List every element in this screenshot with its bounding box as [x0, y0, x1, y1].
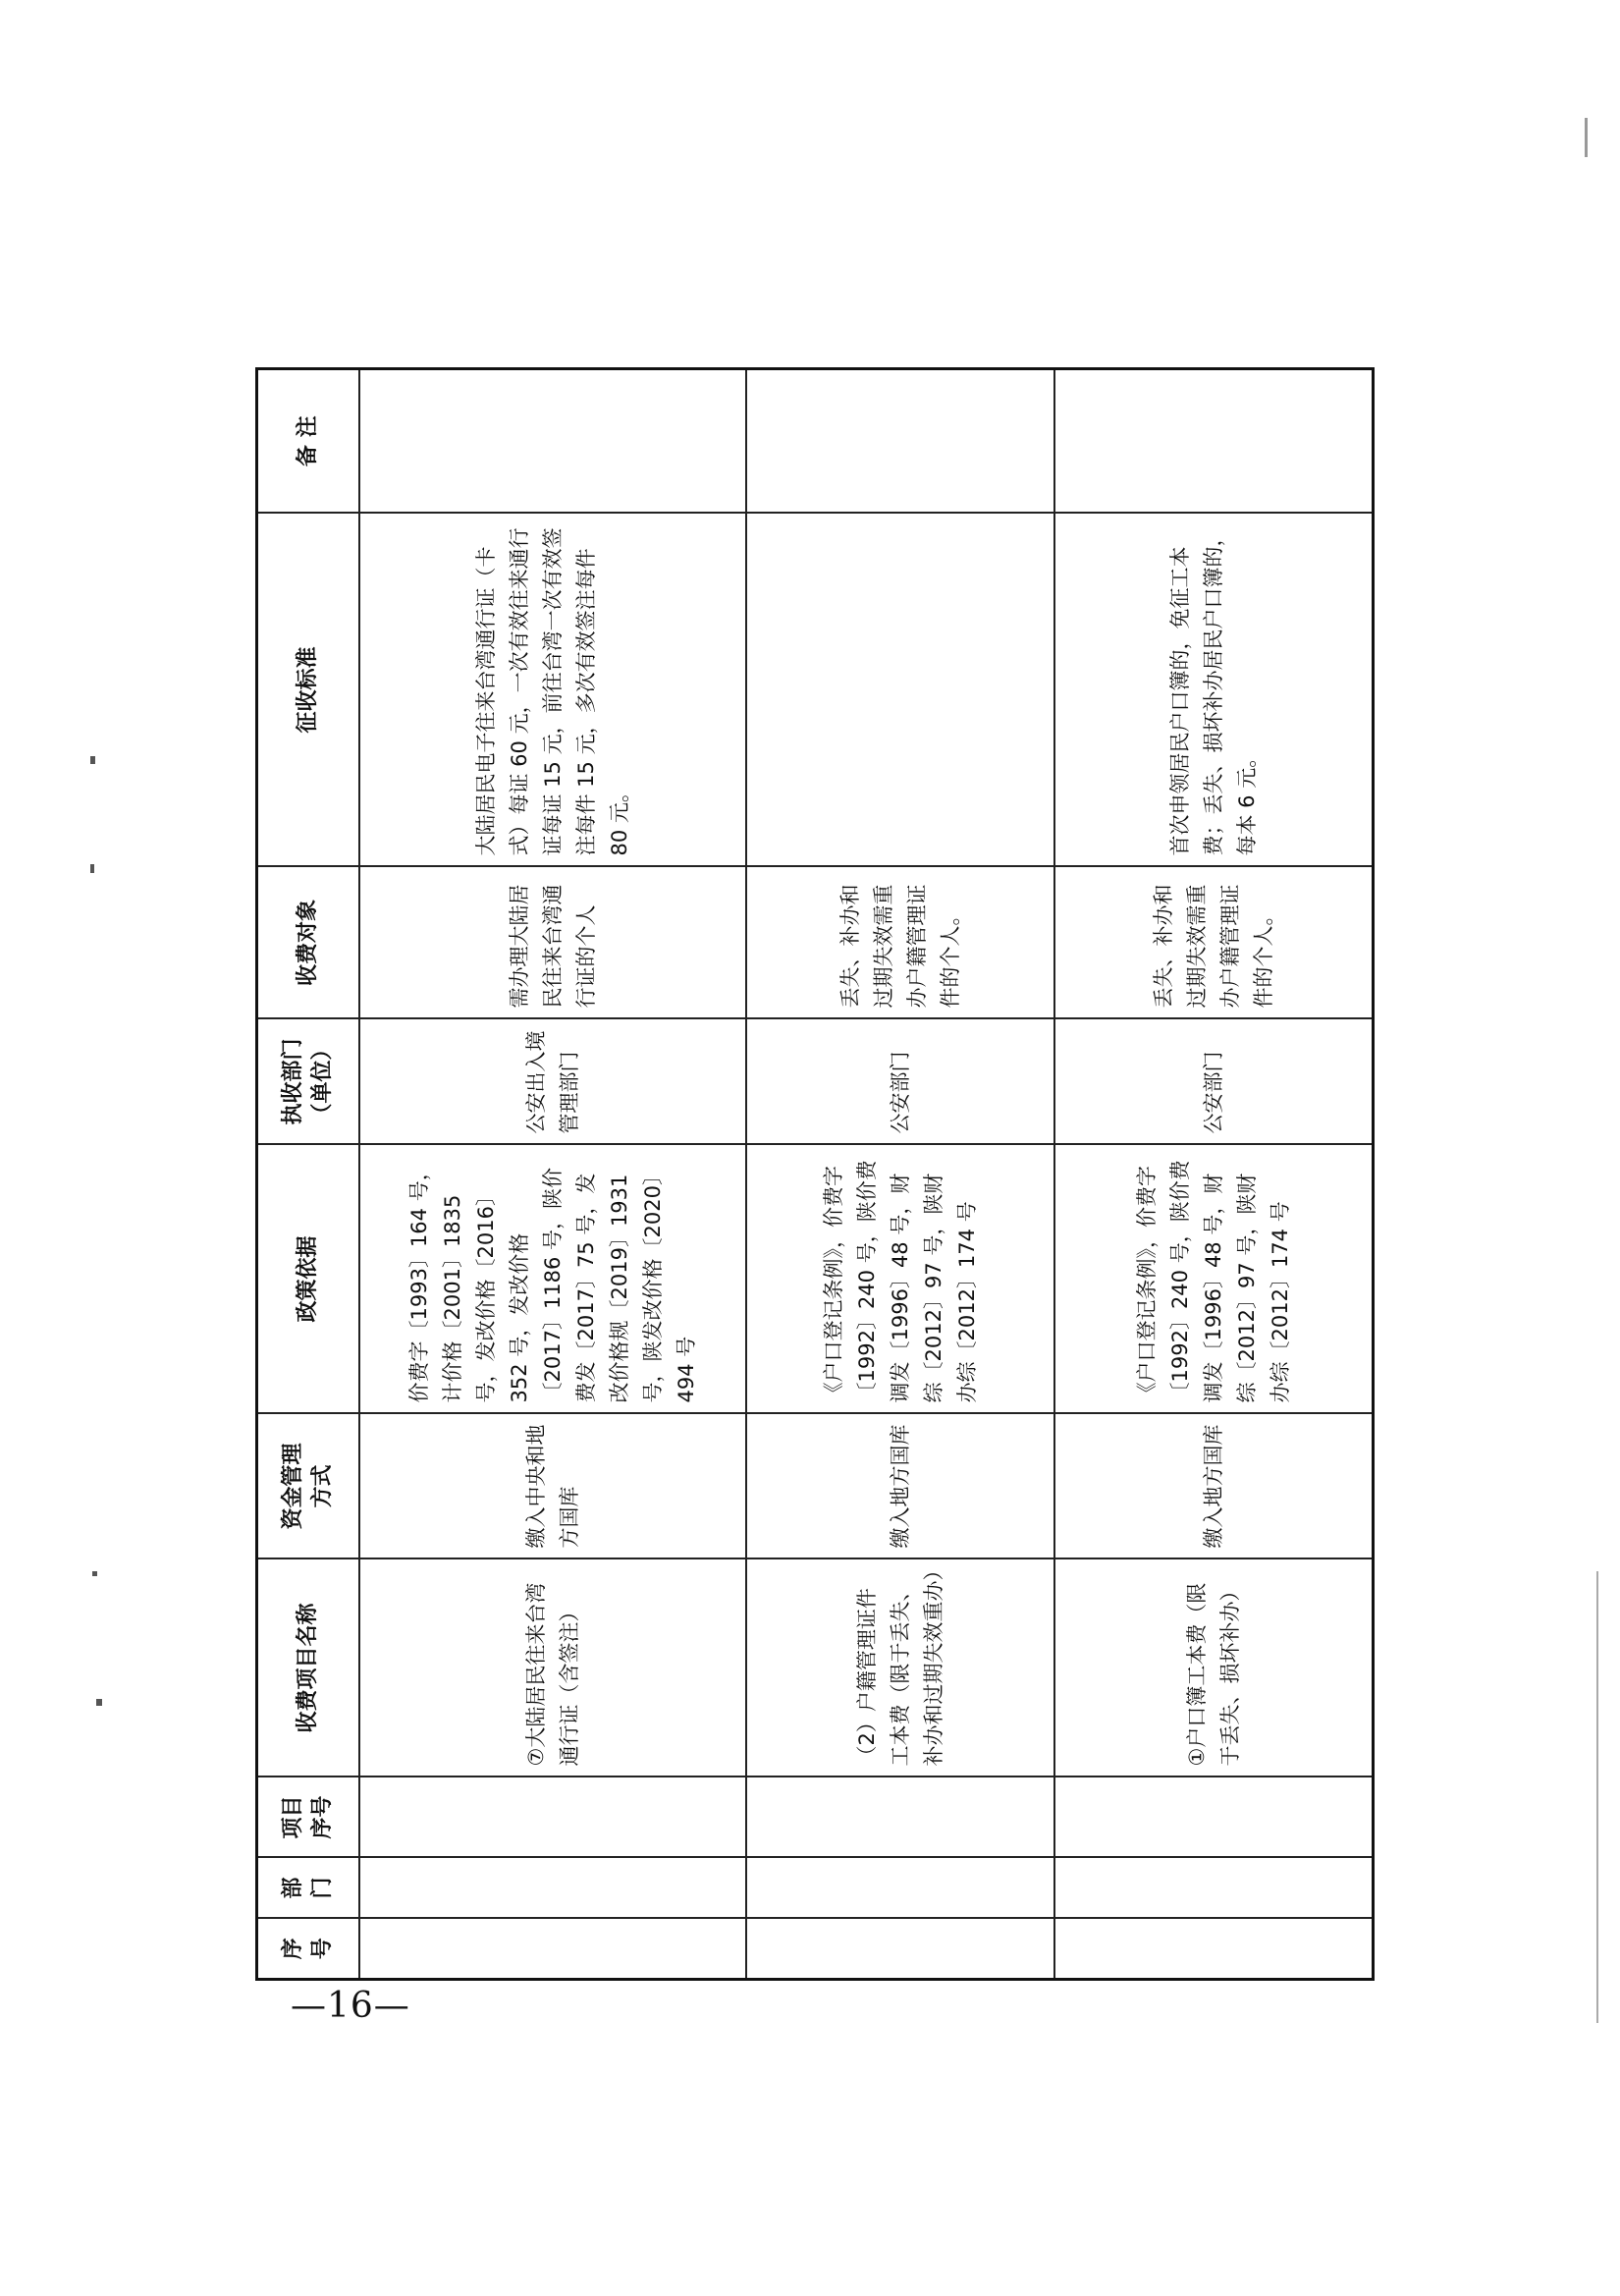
scan-speck — [1596, 1571, 1598, 2023]
header-fund-management: 资金管理 方式 — [257, 1414, 360, 1559]
header-department: 部门 — [257, 1858, 360, 1919]
cell-standard — [746, 514, 1054, 867]
cell-policy-basis: 《户口登记条例》，价费字〔1992〕240 号，陕价费调发〔1996〕48 号，财综〔2012〕97 号，陕财办综〔2012〕174 号 — [1054, 1145, 1374, 1414]
cell-department — [746, 1858, 1054, 1919]
cell-collecting-dept: 公安部门 — [746, 1019, 1054, 1145]
cell-policy-basis: 《户口登记条例》，价费字〔1992〕240 号，陕价费调发〔1996〕48 号，财综〔2012〕97 号，陕财办综〔2012〕174 号 — [746, 1145, 1054, 1414]
scan-speck — [96, 1699, 102, 1706]
header-payer: 收费对象 — [257, 867, 360, 1019]
cell-remark — [359, 369, 746, 514]
cell-item-seq — [359, 1777, 746, 1858]
cell-item-name: ⑦大陆居民往来台湾通行证（含签注） — [359, 1559, 746, 1777]
table-row — [359, 369, 746, 1980]
header-standard: 征收标准 — [257, 514, 360, 867]
cell-payer: 丢失、补办和过期失效需重办户籍管理证件的个人。 — [1054, 867, 1374, 1019]
cell-policy-basis: 价费字〔1993〕164 号，计价格〔2001〕1835 号，发改价格〔2016〕352 号，发改价格〔2017〕1186 号，陕价费发〔2017〕75 号，发改价格规〔2019〕1931 号，陕发改价格〔2020〕494 号 — [359, 1145, 746, 1414]
cell-payer: 需办理大陆居民往来台湾通行证的个人 — [359, 867, 746, 1019]
cell-seq — [746, 1919, 1054, 1980]
header-collecting-dept: 执收部门 （单位） — [257, 1019, 360, 1145]
scan-speck — [90, 756, 95, 764]
cell-remark — [746, 369, 1054, 514]
cell-item-name: （2）户籍管理证件工本费（限于丢失、补办和过期失效重办） — [746, 1559, 1054, 1777]
scan-speck — [90, 864, 94, 873]
cell-standard: 大陆居民电子往来台湾通行证（卡式）每证 60 元，一次有效往来通行证每证 15 元，前往台湾一次有效签注每件 15 元，多次有效签注每件 80 元。 — [359, 514, 746, 867]
cell-item-seq — [1054, 1777, 1374, 1858]
scan-speck — [92, 1571, 97, 1576]
cell-item-seq — [746, 1777, 1054, 1858]
cell-department — [1054, 1858, 1374, 1919]
page-number: —16— — [291, 1986, 410, 2026]
header-remark: 备 注 — [257, 369, 360, 514]
cell-fund-management: 缴入地方国库 — [746, 1414, 1054, 1559]
cell-fund-management: 缴入中央和地方国库 — [359, 1414, 746, 1559]
cell-remark — [1054, 369, 1374, 514]
scan-speck — [1585, 118, 1588, 157]
cell-collecting-dept: 公安部门 — [1054, 1019, 1374, 1145]
table-row — [746, 369, 1054, 1980]
table-row — [1054, 369, 1374, 1980]
cell-seq — [1054, 1919, 1374, 1980]
header-seq: 序号 — [257, 1919, 360, 1980]
cell-department — [359, 1858, 746, 1919]
cell-fund-management: 缴入地方国库 — [1054, 1414, 1374, 1559]
cell-seq — [359, 1919, 746, 1980]
cell-standard: 首次申领居民户口簿的，免征工本费；丢失、损坏补办居民户口簿的，每本 6 元。 — [1054, 514, 1374, 867]
header-policy-basis: 政策依据 — [257, 1145, 360, 1414]
table-header-row — [257, 369, 360, 1980]
fee-table — [255, 367, 1375, 1981]
cell-item-name: ①户口簿工本费（限于丢失、损坏补办） — [1054, 1559, 1374, 1777]
cell-collecting-dept: 公安出入境管理部门 — [359, 1019, 746, 1145]
header-item-seq: 项目 序号 — [257, 1777, 360, 1858]
cell-payer: 丢失、补办和过期失效需重办户籍管理证件的个人。 — [746, 867, 1054, 1019]
header-item-name: 收费项目名称 — [257, 1559, 360, 1777]
